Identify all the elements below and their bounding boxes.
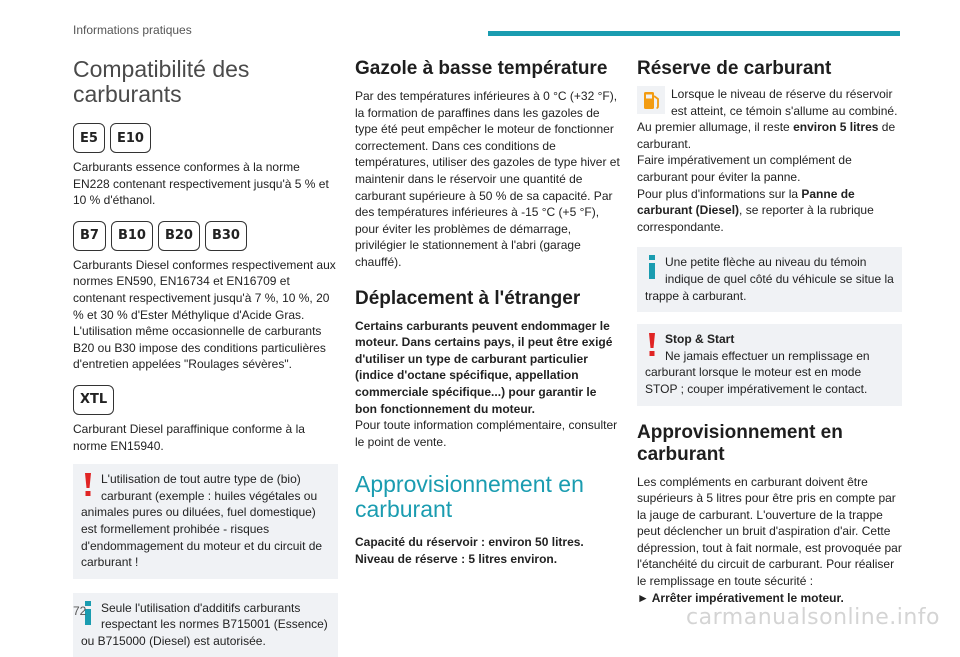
column-right xyxy=(637,50,902,606)
title-travel-abroad: Déplacement à l'étranger xyxy=(355,287,581,309)
reserve-text-4: Pour plus d'informations sur la xyxy=(637,186,802,201)
fuel-pump-warning-icon xyxy=(637,86,665,114)
badge-xtl: XTL xyxy=(73,385,114,415)
reserve-text-1: Lorsque le niveau de réserve du réservoir est atteint, ce témoin s'allume au combiné. Au premier allumage, il reste xyxy=(637,87,898,135)
header-accent-bar xyxy=(488,31,900,36)
warning-stop-start-text: Ne jamais effectuer un remplissage en carburant lorsque le moteur est en mode STOP ; couper impérativement le contact. xyxy=(645,348,870,396)
reserve-text-bold-2: Panne de carburant (Diesel) xyxy=(637,186,855,218)
xtl-badges xyxy=(73,385,338,415)
column-middle xyxy=(355,50,620,567)
badge-b30: B30 xyxy=(205,221,247,251)
diesel-badges xyxy=(73,221,338,251)
column-left xyxy=(73,50,338,657)
warning-note-biofuel xyxy=(73,464,338,579)
badge-b20: B20 xyxy=(158,221,200,251)
title-refuelling-right: Approvisionnement en carburant xyxy=(637,421,843,465)
info-icon xyxy=(645,254,659,282)
section-header: Informations pratiques xyxy=(73,23,192,37)
reserve-text-3: Faire impérativement un complément de carburant pour éviter la panne. xyxy=(637,153,852,184)
reserve-text-5: , se reporter à la rubrique correspondante. xyxy=(637,203,874,234)
title-low-temp-diesel: Gazole à basse température xyxy=(355,58,608,79)
low-temp-diesel-text: Par des températures inférieures à 0 °C (+32 °F), la formation de paraffines dans les gazoles de type été peut empêcher le moteur de fonctionner correctement. Dans ces conditions de températures, utiliser des gazoles de type hiver et maintenir dans le réservoir une quantité de carburant supérieure à 50 % de sa capacité. Par des températures inférieures à -15 °C (+5 °F), pour éviter les problèmes de démarrage, privilégier le stationnement à l'abri (garage chauffé). xyxy=(355,89,620,269)
travel-abroad-text: Pour toute information complémentaire, consulter le point de vente. xyxy=(355,418,618,449)
petrol-standards-text: Carburants essence conformes à la norme EN228 contenant respectivement jusqu'à 5 % et 10 % d'éthanol. xyxy=(73,160,329,208)
title-fuel-compatibility: Compatibilité des carburants xyxy=(73,56,250,107)
badge-e5: E5 xyxy=(73,123,105,153)
xtl-text: Carburant Diesel paraffinique conforme à la norme EN15940. xyxy=(73,421,305,453)
reserve-text-bold-1: environ 5 litres xyxy=(793,120,879,135)
info-note-fuel-flap xyxy=(637,247,902,312)
badge-b10: B10 xyxy=(111,221,153,251)
warning-biofuel-text: L'utilisation de tout autre type de (bio) carburant (exemple : huiles végétales ou animales pures ou diluées, fuel domestique) est formellement prohibée - risques d'endommagement du moteur et du circuit de carburant ! xyxy=(81,472,323,570)
travel-abroad-bold-text: Certains carburants peuvent endommager le moteur. Dans certains pays, il peut être exigé d'utiliser un type de carburant particulier (indice d'octane spécifique, appellation commerciale spécifique...) pour garantir le bon fonctionnement du moteur. xyxy=(355,318,613,416)
refuelling-bullet: ► Arrêter impérativement le moteur. xyxy=(637,590,844,605)
exclamation-icon xyxy=(81,471,95,499)
warning-note-stop-start xyxy=(637,324,902,405)
badge-b7: B7 xyxy=(73,221,106,251)
refuelling-text: Les compléments en carburant doivent être supérieurs à 5 litres pour être pris en compte par la jauge de carburant. L'ouverture de la trappe peut déclencher un bruit d'aspiration d'air. Cette dépression, tout à fait normale, est provoquée par l'étanchéité du circuit de carburant. Pour réaliser le remplissage en toute sécurité : xyxy=(637,474,902,589)
warning-stop-start-title: Stop & Start xyxy=(665,332,735,347)
reserve-text-2: de carburant. xyxy=(637,120,896,151)
title-refuelling: Approvisionnement en carburant xyxy=(355,471,584,523)
page-number: 72 xyxy=(73,604,87,618)
fuel-reserve-text xyxy=(637,86,902,235)
badge-e10: E10 xyxy=(110,123,151,153)
diesel-standards-text: Carburants Diesel conformes respectivement aux normes EN590, EN16734 et EN16709 et contenant respectivement jusqu'à 7 %, 10 %, 20 % et 30 % d'Ester Méthylique d'Acide Gras. L'utilisation même occasionnelle de carburants B20 ou B30 impose des conditions particulières d'entretien appelées "Roulages sévères". xyxy=(73,257,336,372)
petrol-badges xyxy=(73,123,338,153)
title-fuel-reserve: Réserve de carburant xyxy=(637,58,832,79)
watermark: carmanualsonline.info xyxy=(686,605,940,630)
info-additives-text: Seule l'utilisation d'additifs carburants respectant les normes B715001 (Essence) ou B715000 (Diesel) est autorisée. xyxy=(81,600,328,648)
exclamation-icon xyxy=(645,331,659,359)
info-fuel-flap-text: Une petite flèche au niveau du témoin indique de quel côté du véhicule se situe la trappe à carburant. xyxy=(645,255,894,303)
info-note-additives xyxy=(73,593,338,657)
tank-capacity-text: Capacité du réservoir : environ 50 litres. Niveau de réserve : 5 litres environ. xyxy=(355,535,584,566)
